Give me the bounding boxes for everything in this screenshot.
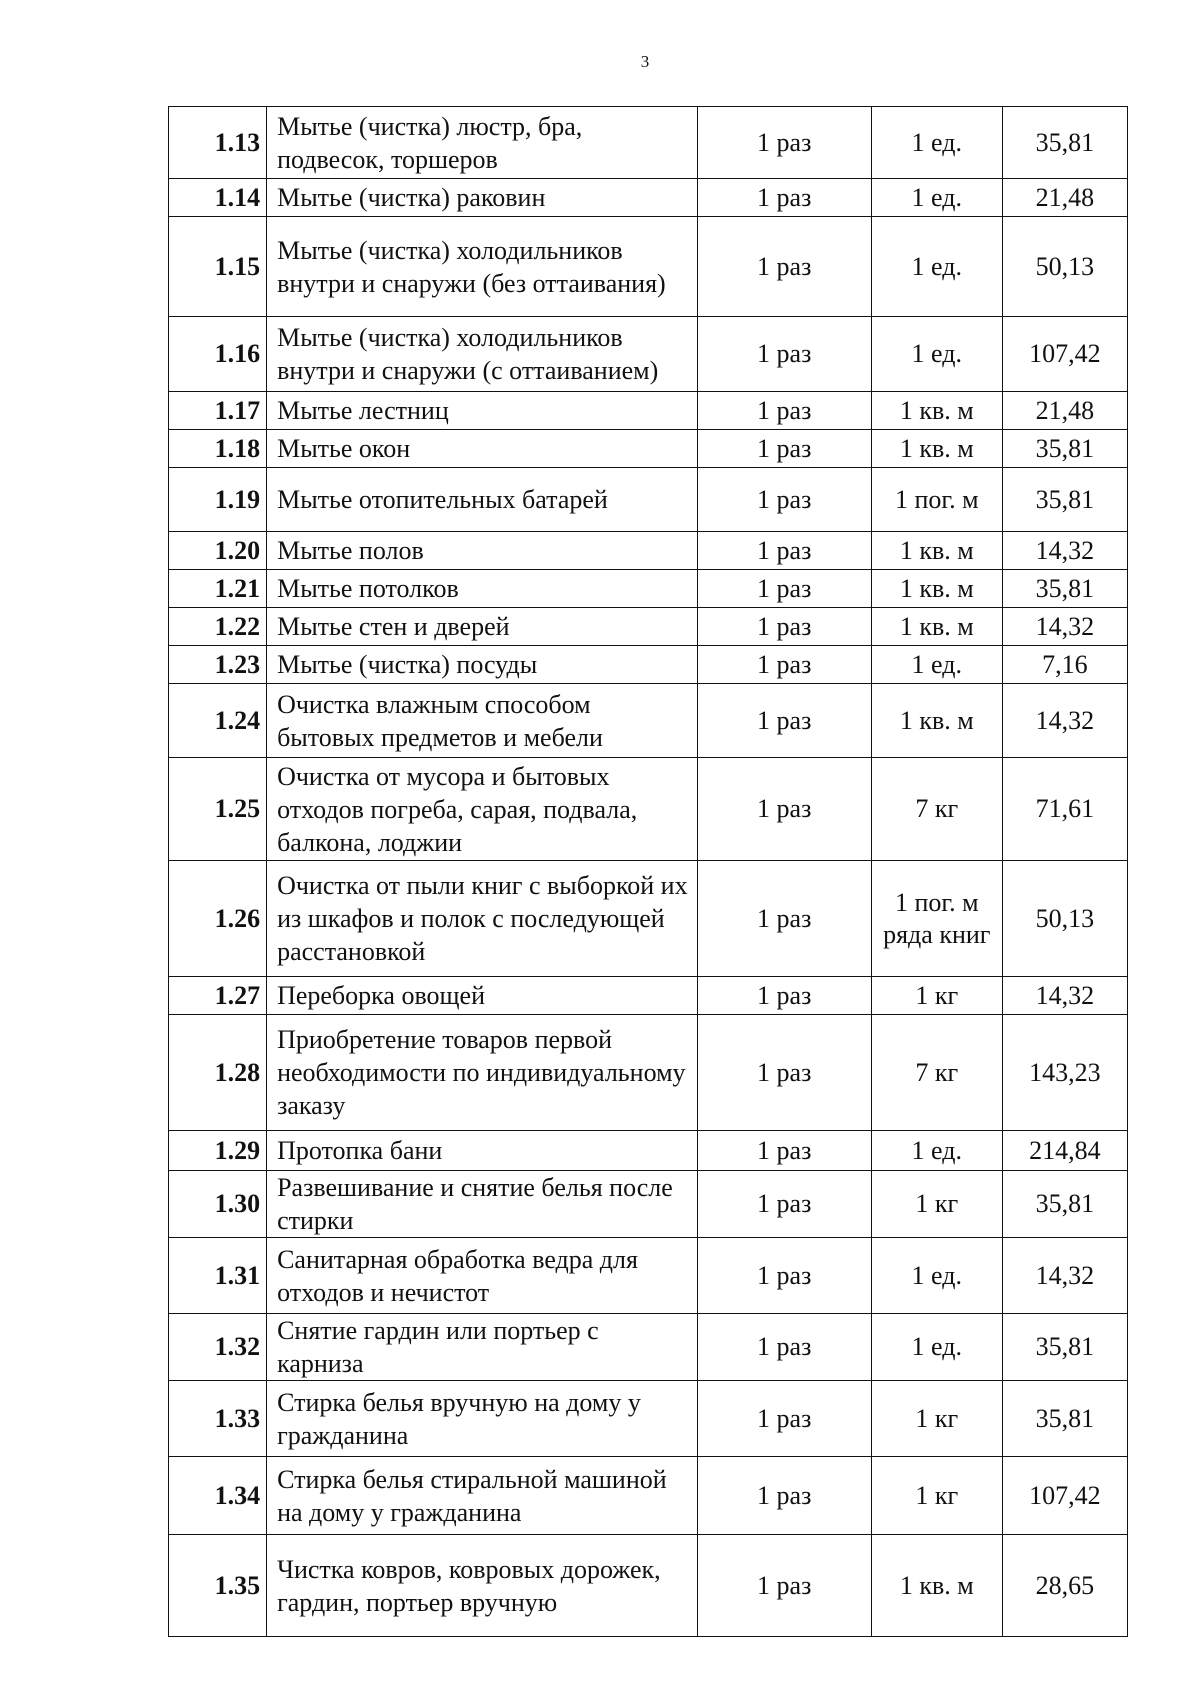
row-number: 1.30 xyxy=(169,1171,267,1238)
unit: 1 кв. м xyxy=(871,1535,1002,1637)
service-name: Очистка от мусора и бытовых отходов погреба, сарая, подвала, балкона, лоджии xyxy=(267,758,697,861)
unit: 1 кв. м xyxy=(871,430,1002,468)
services-price-table xyxy=(168,106,1128,1637)
service-name: Мытье полов xyxy=(267,532,697,570)
price: 50,13 xyxy=(1002,861,1127,977)
row-number: 1.23 xyxy=(169,646,267,684)
unit: 1 ед. xyxy=(871,317,1002,392)
table-row xyxy=(169,570,1128,608)
table-row xyxy=(169,217,1128,317)
frequency: 1 раз xyxy=(697,532,871,570)
page-number: 3 xyxy=(640,52,650,71)
row-number: 1.27 xyxy=(169,977,267,1015)
row-number: 1.32 xyxy=(169,1314,267,1381)
service-name: Мытье (чистка) люстр, бра, подвесок, торшеров xyxy=(267,107,697,179)
row-number: 1.13 xyxy=(169,107,267,179)
unit: 1 ед. xyxy=(871,1238,1002,1314)
unit: 1 кг xyxy=(871,1457,1002,1535)
service-name: Мытье (чистка) посуды xyxy=(267,646,697,684)
unit: 1 ед. xyxy=(871,179,1002,217)
row-number: 1.20 xyxy=(169,532,267,570)
service-name: Санитарная обработка ведра для отходов и нечистот xyxy=(267,1238,697,1314)
unit: 1 кв. м xyxy=(871,392,1002,430)
table-row xyxy=(169,532,1128,570)
table-row xyxy=(169,317,1128,392)
row-number: 1.19 xyxy=(169,468,267,532)
row-number: 1.17 xyxy=(169,392,267,430)
unit: 1 ед. xyxy=(871,217,1002,317)
price: 71,61 xyxy=(1002,758,1127,861)
service-name: Мытье отопительных батарей xyxy=(267,468,697,532)
price: 35,81 xyxy=(1002,107,1127,179)
unit: 1 пог. м xyxy=(871,468,1002,532)
frequency: 1 раз xyxy=(697,608,871,646)
frequency: 1 раз xyxy=(697,1314,871,1381)
price: 14,32 xyxy=(1002,977,1127,1015)
frequency: 1 раз xyxy=(697,179,871,217)
price: 14,32 xyxy=(1002,684,1127,758)
frequency: 1 раз xyxy=(697,1238,871,1314)
price: 143,23 xyxy=(1002,1015,1127,1131)
price: 14,32 xyxy=(1002,608,1127,646)
row-number: 1.25 xyxy=(169,758,267,861)
table-row xyxy=(169,684,1128,758)
unit: 1 ед. xyxy=(871,1131,1002,1171)
row-number: 1.33 xyxy=(169,1381,267,1457)
price: 107,42 xyxy=(1002,317,1127,392)
row-number: 1.24 xyxy=(169,684,267,758)
service-name: Развешивание и снятие белья после стирки xyxy=(267,1171,697,1238)
unit: 7 кг xyxy=(871,758,1002,861)
price: 35,81 xyxy=(1002,1171,1127,1238)
frequency: 1 раз xyxy=(697,570,871,608)
frequency: 1 раз xyxy=(697,1535,871,1637)
price: 214,84 xyxy=(1002,1131,1127,1171)
service-name: Мытье (чистка) холодильников внутри и снаружи (с оттаиванием) xyxy=(267,317,697,392)
table-row xyxy=(169,1535,1128,1637)
table-row xyxy=(169,1131,1128,1171)
unit: 1 кг xyxy=(871,1381,1002,1457)
frequency: 1 раз xyxy=(697,1381,871,1457)
unit: 1 кв. м xyxy=(871,532,1002,570)
table-row xyxy=(169,1015,1128,1131)
service-name: Очистка влажным способом бытовых предметов и мебели xyxy=(267,684,697,758)
row-number: 1.14 xyxy=(169,179,267,217)
service-name: Мытье (чистка) холодильников внутри и снаружи (без оттаивания) xyxy=(267,217,697,317)
frequency: 1 раз xyxy=(697,758,871,861)
frequency: 1 раз xyxy=(697,217,871,317)
frequency: 1 раз xyxy=(697,1171,871,1238)
row-number: 1.16 xyxy=(169,317,267,392)
price: 107,42 xyxy=(1002,1457,1127,1535)
unit: 1 ед. xyxy=(871,107,1002,179)
service-name: Очистка от пыли книг с выборкой их из шкафов и полок с последующей расстановкой xyxy=(267,861,697,977)
service-name: Мытье окон xyxy=(267,430,697,468)
service-name: Мытье стен и дверей xyxy=(267,608,697,646)
row-number: 1.28 xyxy=(169,1015,267,1131)
unit: 1 кв. м xyxy=(871,684,1002,758)
unit: 1 ед. xyxy=(871,646,1002,684)
frequency: 1 раз xyxy=(697,430,871,468)
price: 35,81 xyxy=(1002,430,1127,468)
frequency: 1 раз xyxy=(697,1131,871,1171)
row-number: 1.31 xyxy=(169,1238,267,1314)
unit: 1 кг xyxy=(871,977,1002,1015)
service-name: Стирка белья стиральной машиной на дому у гражданина xyxy=(267,1457,697,1535)
service-name: Мытье потолков xyxy=(267,570,697,608)
row-number: 1.29 xyxy=(169,1131,267,1171)
table-row xyxy=(169,468,1128,532)
unit: 1 ед. xyxy=(871,1314,1002,1381)
price: 21,48 xyxy=(1002,392,1127,430)
unit: 1 пог. м ряда книг xyxy=(871,861,1002,977)
service-name: Переборка овощей xyxy=(267,977,697,1015)
frequency: 1 раз xyxy=(697,107,871,179)
table-row xyxy=(169,1381,1128,1457)
service-name: Протопка бани xyxy=(267,1131,697,1171)
unit: 1 кв. м xyxy=(871,608,1002,646)
service-name: Снятие гардин или портьер с карниза xyxy=(267,1314,697,1381)
frequency: 1 раз xyxy=(697,646,871,684)
table-row xyxy=(169,1171,1128,1238)
price: 35,81 xyxy=(1002,570,1127,608)
price: 14,32 xyxy=(1002,532,1127,570)
row-number: 1.18 xyxy=(169,430,267,468)
table-row xyxy=(169,646,1128,684)
frequency: 1 раз xyxy=(697,861,871,977)
table-row xyxy=(169,430,1128,468)
price: 35,81 xyxy=(1002,1314,1127,1381)
service-name: Мытье (чистка) раковин xyxy=(267,179,697,217)
row-number: 1.34 xyxy=(169,1457,267,1535)
row-number: 1.26 xyxy=(169,861,267,977)
price: 14,32 xyxy=(1002,1238,1127,1314)
table-row xyxy=(169,758,1128,861)
price: 21,48 xyxy=(1002,179,1127,217)
service-name: Стирка белья вручную на дому у гражданина xyxy=(267,1381,697,1457)
table-row xyxy=(169,1238,1128,1314)
service-name: Мытье лестниц xyxy=(267,392,697,430)
price: 28,65 xyxy=(1002,1535,1127,1637)
table-row xyxy=(169,608,1128,646)
row-number: 1.21 xyxy=(169,570,267,608)
frequency: 1 раз xyxy=(697,392,871,430)
service-name: Чистка ковров, ковровых дорожек, гардин, портьер вручную xyxy=(267,1535,697,1637)
row-number: 1.22 xyxy=(169,608,267,646)
table-row xyxy=(169,179,1128,217)
unit: 1 кв. м xyxy=(871,570,1002,608)
price: 7,16 xyxy=(1002,646,1127,684)
row-number: 1.35 xyxy=(169,1535,267,1637)
unit: 7 кг xyxy=(871,1015,1002,1131)
price: 35,81 xyxy=(1002,1381,1127,1457)
price: 50,13 xyxy=(1002,217,1127,317)
table-row xyxy=(169,1314,1128,1381)
frequency: 1 раз xyxy=(697,684,871,758)
frequency: 1 раз xyxy=(697,1457,871,1535)
table-row xyxy=(169,861,1128,977)
frequency: 1 раз xyxy=(697,317,871,392)
service-name: Приобретение товаров первой необходимости по индивидуальному заказу xyxy=(267,1015,697,1131)
table-row xyxy=(169,977,1128,1015)
frequency: 1 раз xyxy=(697,468,871,532)
table-row xyxy=(169,1457,1128,1535)
frequency: 1 раз xyxy=(697,1015,871,1131)
table-row xyxy=(169,392,1128,430)
frequency: 1 раз xyxy=(697,977,871,1015)
unit: 1 кг xyxy=(871,1171,1002,1238)
row-number: 1.15 xyxy=(169,217,267,317)
price: 35,81 xyxy=(1002,468,1127,532)
table-row xyxy=(169,107,1128,179)
